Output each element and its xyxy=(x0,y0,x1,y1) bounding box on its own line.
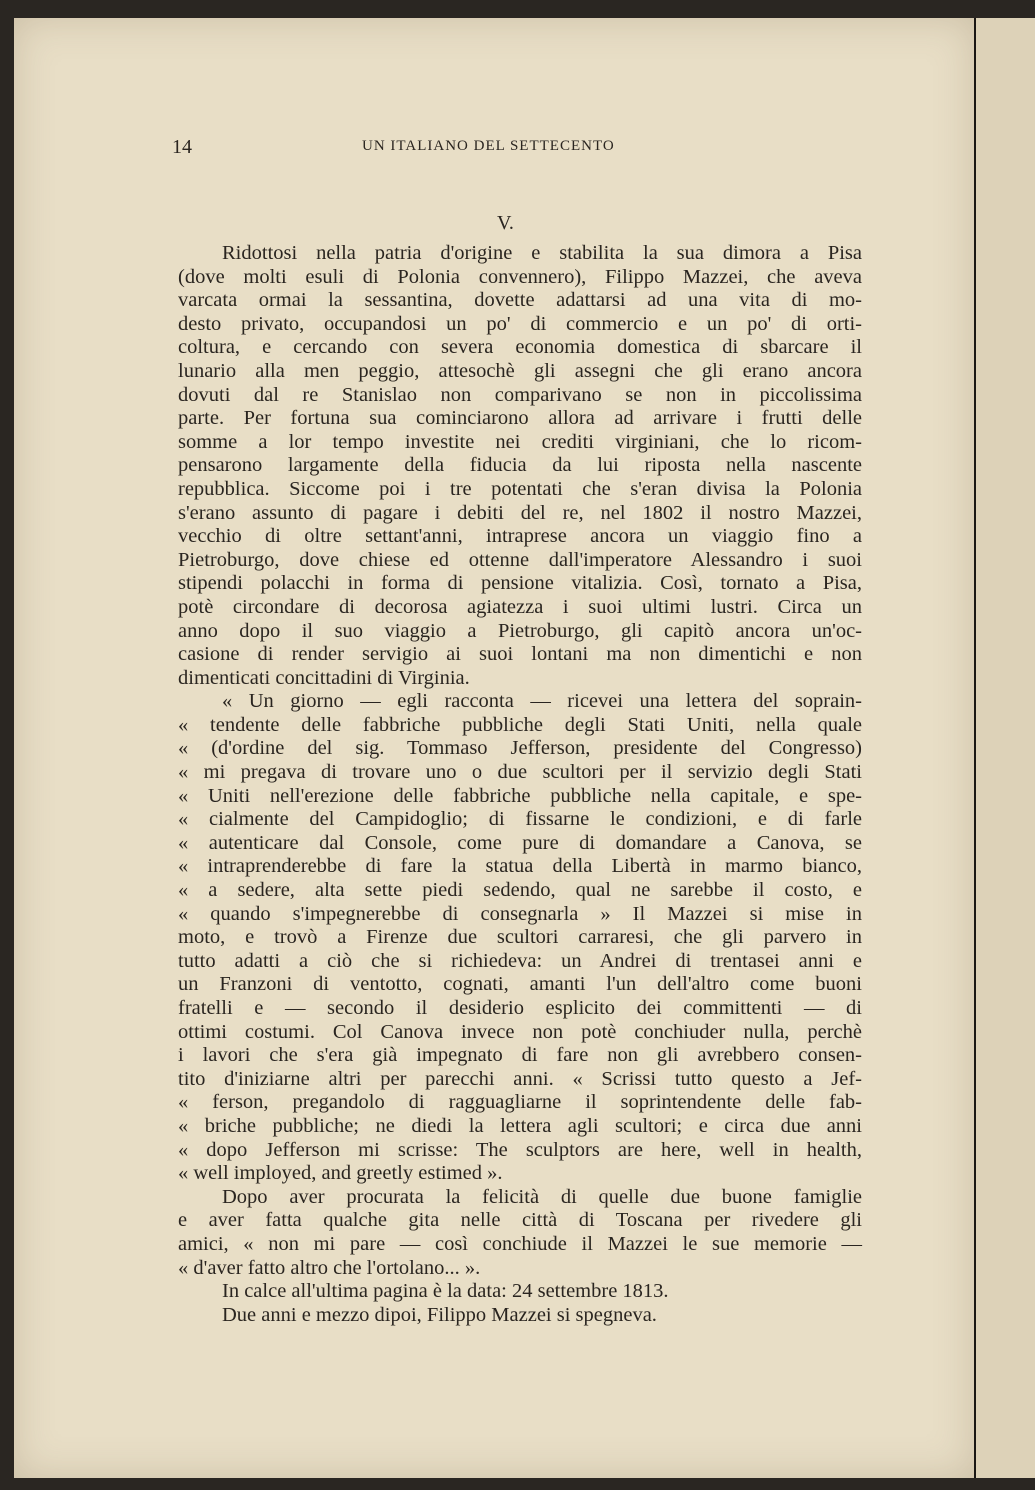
text-line: « Un giorno — egli racconta — ricevei una lettera del soprain- xyxy=(222,690,862,713)
section-heading: V. xyxy=(497,212,514,234)
text-line: anno dopo il suo viaggio a Pietroburgo, gli capitò ancora un'oc- xyxy=(178,619,862,642)
text-line: i lavori che s'era già impegnato di fare non gli avrebbero consen- xyxy=(178,1044,862,1067)
text-line: Ridottosi nella patria d'origine e stabilita la sua dimora a Pisa xyxy=(222,242,862,264)
text-line: ottimi costumi. Col Canova invece non potè conchiuder nulla, perchè xyxy=(178,1020,862,1043)
text-line: tutto adatti a ciò che si richiedeva: un Andrei di trentasei anni e xyxy=(178,949,862,972)
text-line: vecchio di oltre settant'anni, intraprese ancora un viaggio fino a xyxy=(178,525,862,548)
text-line: varcata ormai la sessantina, dovette adattarsi ad una vita di mo- xyxy=(178,289,862,312)
text-line: Dopo aver procurata la felicità di quelle due buone famiglie xyxy=(222,1185,862,1208)
running-title: UN ITALIANO DEL SETTECENTO xyxy=(362,138,615,154)
text-line: pensarono largamente della fiducia da lui riposta nella nascente xyxy=(178,454,862,477)
text-line: s'erano assunto di pagare i debiti del re, nel 1802 il nostro Mazzei, xyxy=(178,501,862,524)
text-line: Pietroburgo, dove chiese ed ottenne dall'imperatore Alessandro i suoi xyxy=(178,548,862,571)
text-line: parte. Per fortuna sua cominciarono allora ad arrivare i frutti delle xyxy=(178,407,862,430)
text-line: fratelli e — secondo il desiderio esplicito dei committenti — di xyxy=(178,997,862,1019)
text-line: « autenticare dal Console, come pure di domandare a Canova, se xyxy=(178,831,862,854)
page-number: 14 xyxy=(172,136,192,158)
text-line: stipendi polacchi in forma di pensione vitalizia. Così, tornato a Pisa, xyxy=(178,572,862,595)
text-line: « dopo Jefferson mi scrisse: The sculptors are here, well in health, xyxy=(178,1138,862,1161)
text-line: dovuti dal re Stanislao non comparivano se non in piccolissima xyxy=(178,383,862,406)
text-line: « cialmente del Campidoglio; di fissarne le condizioni, e di farle xyxy=(178,808,862,831)
text-line: potè circondare di decorosa agiatezza i suoi ultimi lustri. Circa un xyxy=(178,595,862,618)
text-line: « Uniti nell'erezione delle fabbriche pubbliche nella capitale, e spe- xyxy=(178,784,862,807)
text-line: repubblica. Siccome poi i tre potentati che s'eran divisa la Polonia xyxy=(178,477,862,500)
text-line: « a sedere, alta sette piedi sedendo, qual ne sarebbe il costo, e xyxy=(178,879,862,902)
text-line: « mi pregava di trovare uno o due scultori per il servizio degli Stati xyxy=(178,761,862,784)
text-line: un Franzoni di ventotto, cognati, amanti l'un dell'altro come buoni xyxy=(178,973,862,996)
text-line: moto, e trovò a Firenze due scultori carraresi, che gli parvero in xyxy=(178,926,862,949)
body-text xyxy=(178,242,862,1327)
text-line: « briche pubbliche; ne diedi la lettera agli scultori; e circa due anni xyxy=(178,1114,862,1137)
text-line: « quando s'impegnerebbe di consegnarla » Il Mazzei si mise in xyxy=(178,902,862,925)
text-line: amici, « non mi pare — così conchiude il Mazzei le sue memorie — xyxy=(178,1232,862,1255)
text-line: (dove molti esuli di Polonia convennero), Filippo Mazzei, che aveva xyxy=(178,265,862,288)
text-line: « d'aver fatto altro che l'ortolano... ». xyxy=(178,1256,481,1279)
text-line: coltura, e cercando con severa economia domestica di sbarcare il xyxy=(178,336,862,359)
page-header xyxy=(172,136,852,160)
text-line: « tendente delle fabbriche pubbliche degli Stati Uniti, nella quale xyxy=(178,713,862,736)
text-line: tito d'iniziarne altri per parecchi anni. « Scrissi tutto questo a Jef- xyxy=(178,1067,862,1090)
text-line: desto privato, occupandosi un po' di commercio e un po' di orti- xyxy=(178,312,862,335)
text-line: « ferson, pregandolo di ragguagliarne il soprintendente delle fab- xyxy=(178,1091,862,1114)
text-line: « (d'ordine del sig. Tommaso Jefferson, presidente del Congresso) xyxy=(178,737,862,760)
text-line: somme a lor tempo investite nei crediti virginiani, che lo ricom- xyxy=(178,430,862,453)
text-line: In calce all'ultima pagina è la data: 24 settembre 1813. xyxy=(222,1280,669,1303)
facing-page-edge xyxy=(974,18,1035,1478)
text-line: Due anni e mezzo dipoi, Filippo Mazzei si spegneva. xyxy=(222,1303,657,1326)
text-line: casione di render servigio ai suoi lontani ma non dimentichi e non xyxy=(178,643,862,666)
text-line: « well imployed, and greetly estimed ». xyxy=(178,1162,503,1185)
text-line: lunario alla men peggio, attesochè gli assegni che gli erano ancora xyxy=(178,359,862,382)
text-line: e aver fatta qualche gita nelle città di Toscana per rivedere gli xyxy=(178,1209,862,1232)
text-line: dimenticati concittadini di Virginia. xyxy=(178,666,470,689)
text-line: « intraprenderebbe di fare la statua della Libertà in marmo bianco, xyxy=(178,855,862,878)
